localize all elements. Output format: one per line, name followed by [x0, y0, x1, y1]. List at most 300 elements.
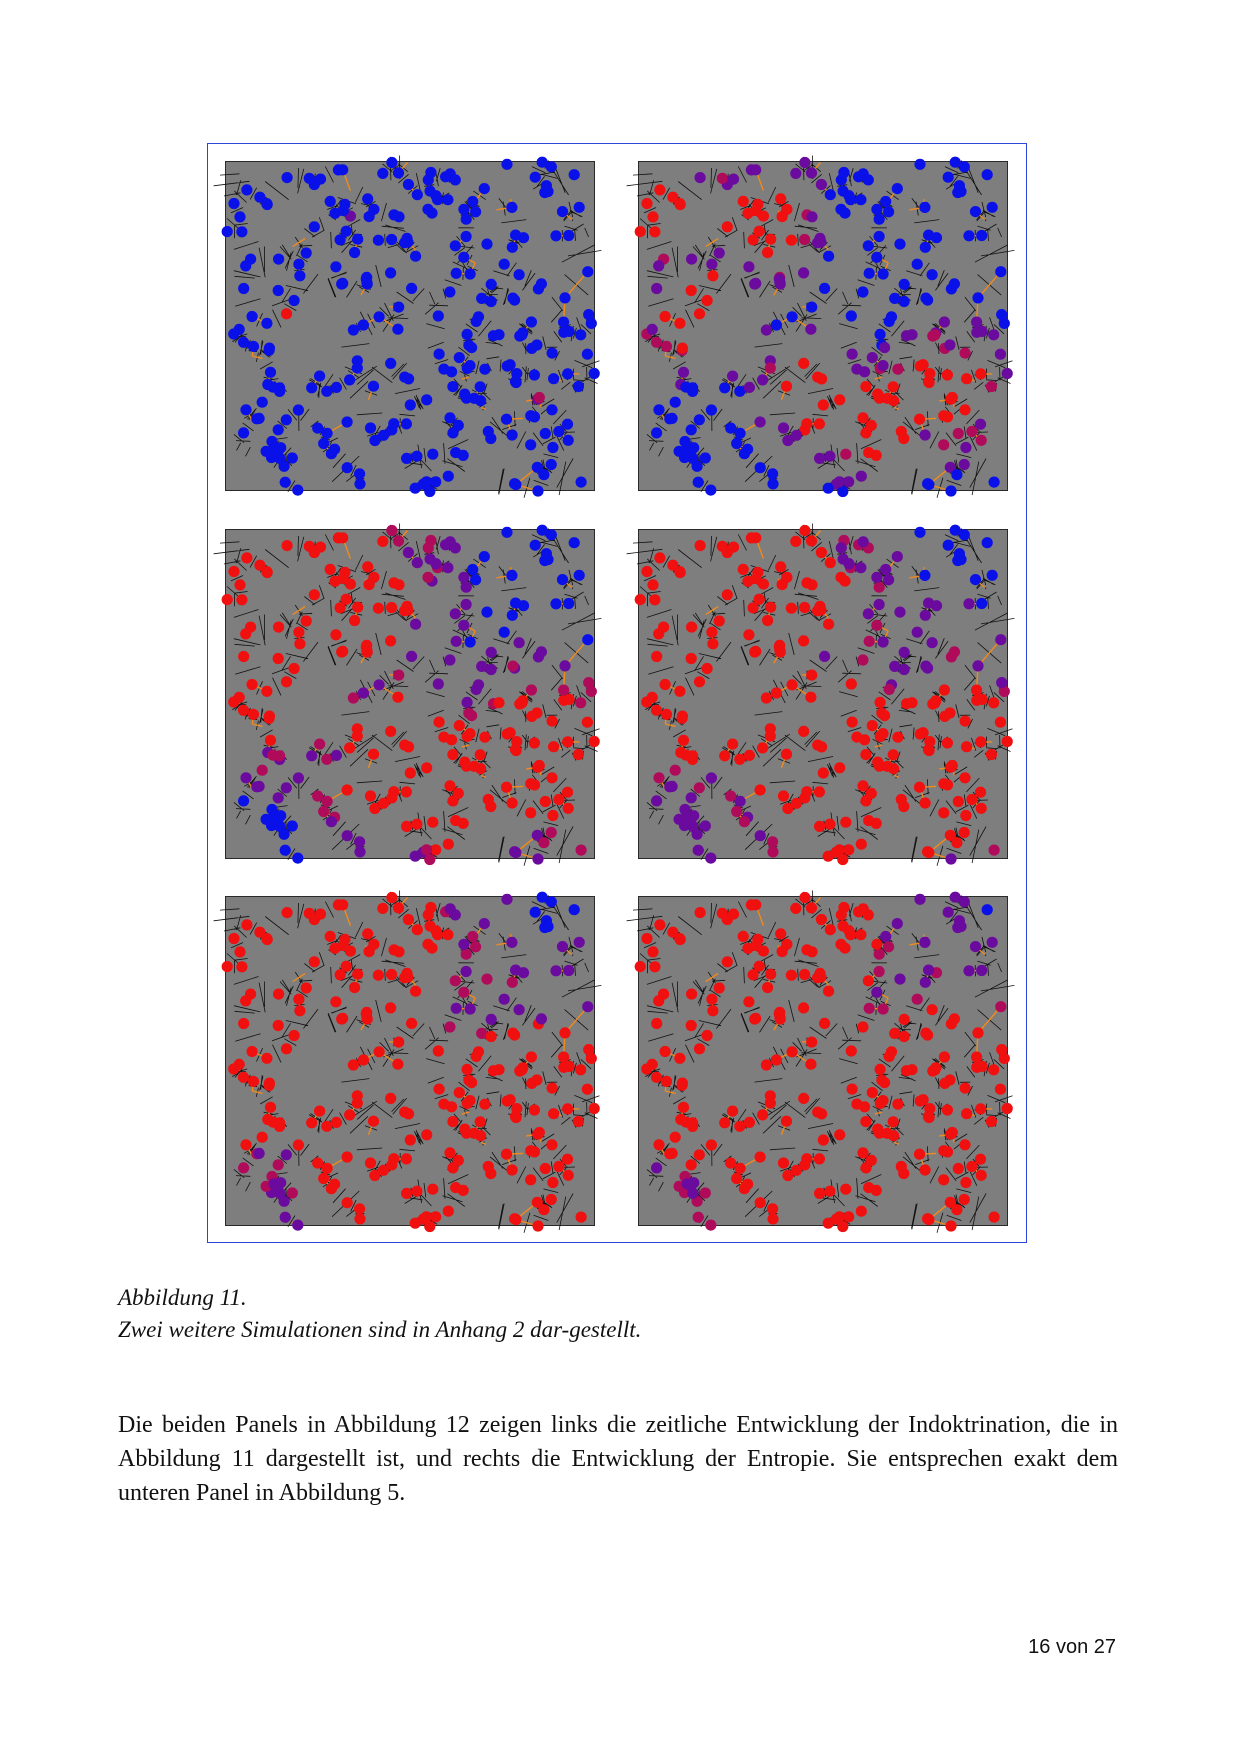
agent-dot [749, 646, 760, 657]
agent-dot [465, 636, 476, 647]
agent-dot [938, 1174, 949, 1185]
agent-dot [874, 231, 885, 242]
agent-dot [651, 651, 662, 662]
agent-dot [410, 1218, 421, 1229]
agent-dot [553, 426, 564, 437]
agent-dot [735, 428, 746, 439]
agent-dot [236, 226, 247, 237]
agent-dot [722, 221, 733, 232]
agent-dot [444, 654, 455, 665]
agent-dot [694, 1043, 705, 1054]
panel-row3-right-plot [639, 897, 1009, 1227]
agent-dot [686, 424, 697, 435]
agent-dot [529, 779, 540, 790]
agent-dot [424, 486, 435, 497]
agent-dot [923, 847, 934, 858]
agent-dot [337, 899, 348, 910]
agent-dot [714, 982, 725, 993]
agent-dot [401, 821, 412, 832]
agent-dot [450, 447, 461, 458]
agent-dot [431, 558, 442, 569]
agent-dot [883, 941, 894, 952]
agent-dot [695, 540, 706, 551]
agent-dot [884, 1051, 895, 1062]
agent-dot [661, 709, 672, 720]
agent-dot [362, 928, 373, 939]
agent-dot [393, 1037, 404, 1048]
agent-dot [562, 1154, 573, 1165]
agent-dot [686, 792, 697, 803]
agent-dot [267, 750, 278, 761]
agent-dot [378, 798, 389, 809]
agent-dot [486, 1031, 497, 1042]
agent-dot [888, 763, 899, 774]
agent-dot [318, 1173, 329, 1184]
agent-dot [475, 1130, 486, 1141]
agent-dot [412, 557, 423, 568]
agent-dot [739, 1183, 750, 1194]
agent-dot [687, 821, 698, 832]
agent-dot [238, 1018, 249, 1029]
network-links [234, 897, 592, 1226]
agent-dot [844, 558, 855, 569]
agent-dot [531, 707, 542, 718]
agent-dot [959, 1194, 970, 1205]
agent-dot [234, 579, 245, 590]
agent-dot [564, 694, 575, 705]
agent-dot [949, 278, 960, 289]
agent-dot [834, 394, 845, 405]
agent-dot [342, 830, 353, 841]
agent-dot [401, 786, 412, 797]
agent-dot [443, 839, 454, 850]
agent-dot [653, 260, 664, 271]
agent-dot [462, 329, 473, 340]
agent-dot [365, 1157, 376, 1168]
agent-dot [294, 270, 305, 281]
agent-dot [945, 485, 956, 496]
agents [222, 892, 600, 1233]
agent-dot [767, 1203, 778, 1214]
agent-dot [661, 341, 672, 352]
agent-dot [647, 946, 658, 957]
agent-dot [735, 796, 746, 807]
agent-dot [222, 594, 233, 605]
agent-dot [787, 311, 798, 322]
agent-dot [806, 302, 817, 313]
agent-dot [682, 1178, 693, 1189]
agent-dot [975, 368, 986, 379]
agent-dot [920, 797, 931, 808]
agent-dot [735, 1163, 746, 1174]
agent-dot [787, 1046, 798, 1057]
agent-dot [458, 987, 469, 998]
agent-dot [816, 179, 827, 190]
agent-dot [670, 765, 681, 776]
agent-dot [635, 594, 646, 605]
agent-dot [222, 226, 233, 237]
agent-dot [446, 366, 457, 377]
agent-dot [537, 525, 548, 536]
agent-dot [864, 636, 875, 647]
agent-dot [558, 1052, 569, 1063]
agent-dot [532, 1220, 543, 1231]
agent-dot [293, 627, 304, 638]
agent-dot [553, 1161, 564, 1172]
agent-dot [289, 1030, 300, 1041]
agent-dot [412, 924, 423, 935]
agent-dot [537, 157, 548, 168]
agent-dot [322, 428, 333, 439]
agent-dot [693, 1212, 704, 1223]
agent-dot [361, 1008, 372, 1019]
agent-dot [867, 1087, 878, 1098]
agent-dot [292, 485, 303, 496]
agent-dot [265, 367, 276, 378]
agent-dot [871, 252, 882, 263]
agent-dot [806, 902, 817, 913]
agent-dot [942, 1104, 953, 1115]
agent-dot [374, 679, 385, 690]
agent-dot [906, 329, 917, 340]
agent-dot [707, 1005, 718, 1016]
agent-dot [781, 1116, 792, 1127]
panel-row2-left [225, 529, 595, 859]
agent-dot [451, 636, 462, 647]
agent-dot [996, 309, 1007, 320]
agent-dot [349, 982, 360, 993]
agent-dot [719, 750, 730, 761]
agent-dot [878, 268, 889, 279]
agent-dot [234, 324, 245, 335]
agent-dot [240, 772, 251, 783]
agent-dot [486, 279, 497, 290]
agent-dot [641, 933, 652, 944]
agent-dot [835, 204, 846, 215]
agent-dot [542, 186, 553, 197]
agent-dot [493, 329, 504, 340]
agent-dot [483, 1161, 494, 1172]
agent-dot [920, 661, 931, 672]
agent-dot [445, 168, 456, 179]
agent-dot [466, 342, 477, 353]
agent-dot [576, 477, 587, 488]
agent-dot [507, 797, 518, 808]
agent-dot [507, 977, 518, 988]
agent-dot [653, 772, 664, 783]
agent-dot [814, 1188, 825, 1199]
agent-dot [959, 404, 970, 415]
agent-dot [306, 750, 317, 761]
agent-dot [781, 204, 792, 215]
agent-dot [510, 376, 521, 387]
agent-dot [961, 373, 972, 384]
agent-dot [388, 418, 399, 429]
agent-dot [373, 235, 384, 246]
panel-row1-right-plot [639, 162, 1009, 492]
agent-dot [837, 1221, 848, 1232]
agent-dot [682, 443, 693, 454]
agent-dot [423, 542, 434, 553]
agent-dot [972, 660, 983, 671]
agent-dot [506, 937, 517, 948]
agents [222, 157, 600, 498]
agent-dot [507, 1028, 518, 1039]
agent-dot [559, 292, 570, 303]
agent-dot [402, 605, 413, 616]
agent-dot [960, 442, 971, 453]
agent-dot [563, 598, 574, 609]
agent-dot [352, 731, 363, 742]
agent-dot [960, 1177, 971, 1188]
agent-dot [871, 204, 882, 215]
agent-dot [499, 627, 510, 638]
agent-dot [342, 784, 353, 795]
agent-dot [835, 939, 846, 950]
agent-dot [743, 996, 754, 1007]
agent-dot [976, 435, 987, 446]
agent-dot [717, 541, 728, 552]
agent-dot [725, 423, 736, 434]
agent-dot [403, 914, 414, 925]
agent-dot [778, 422, 789, 433]
agent-dot [739, 448, 750, 459]
agent-dot [791, 430, 802, 441]
agent-dot [966, 426, 977, 437]
agent-dot [532, 485, 543, 496]
agent-dot [563, 230, 574, 241]
agent-dot [871, 620, 882, 631]
agent-dot [336, 646, 347, 657]
agent-dot [575, 1064, 586, 1075]
agent-dot [874, 949, 885, 960]
agent-dot [944, 1074, 955, 1085]
agent-dot [287, 1187, 298, 1198]
agent-dot [563, 965, 574, 976]
agent-dot [955, 186, 966, 197]
agent-dot [971, 317, 982, 328]
agent-dot [693, 845, 704, 856]
agent-dot [864, 268, 875, 279]
agent-dot [336, 278, 347, 289]
agent-dot [702, 295, 713, 306]
agent-dot [312, 423, 323, 434]
agent-dot [393, 302, 404, 313]
agent-dot [312, 791, 323, 802]
agent-dot [257, 1132, 268, 1143]
agent-dot [914, 1149, 925, 1160]
agent-dot [651, 1018, 662, 1029]
agent-dot [467, 931, 478, 942]
agent-dot [879, 342, 890, 353]
agent-dot [744, 382, 755, 393]
agent-dot [942, 369, 953, 380]
agent-dot [548, 373, 559, 384]
agent-dot [342, 462, 353, 473]
agent-dot [953, 428, 964, 439]
agent-dot [273, 792, 284, 803]
agent-dot [914, 414, 925, 425]
agent-dot [825, 189, 836, 200]
figure-frame [207, 143, 1027, 1243]
agent-dot [461, 966, 472, 977]
agent-dot [1002, 736, 1013, 747]
agent-dot [920, 242, 931, 253]
agent-dot [282, 907, 293, 918]
agent-dot [686, 285, 697, 296]
agent-dot [923, 479, 934, 490]
agent-dot [945, 1220, 956, 1231]
agent-dot [975, 1154, 986, 1165]
agent-dot [892, 732, 903, 743]
agent-dot [354, 478, 365, 489]
agent-dot [321, 1121, 332, 1132]
agent-dot [675, 199, 686, 210]
agent-dot [493, 1064, 504, 1075]
agent-dot [507, 610, 518, 621]
agent-dot [855, 562, 866, 573]
agent-dot [269, 1178, 280, 1189]
agent-dot [573, 381, 584, 392]
agent-dot [717, 908, 728, 919]
agent-dot [949, 1013, 960, 1024]
agent-dot [651, 337, 662, 348]
agent-dot [653, 404, 664, 415]
agent-dot [939, 684, 950, 695]
agent-dot [306, 382, 317, 393]
agent-dot [920, 1028, 931, 1039]
agent-dot [920, 293, 931, 304]
agent-dot [929, 329, 940, 340]
agent-dot [392, 1059, 403, 1070]
agent-dot [412, 189, 423, 200]
agent-dot [331, 382, 342, 393]
agent-dot [944, 707, 955, 718]
agent-dot [450, 1182, 461, 1193]
agent-dot [894, 607, 905, 618]
agent-dot [677, 1078, 688, 1089]
agent-dot [403, 1108, 414, 1119]
agent-dot [368, 939, 379, 950]
agent-dot [582, 349, 593, 360]
agent-dot [423, 909, 434, 920]
agent-dot [976, 230, 987, 241]
agent-dot [798, 726, 809, 737]
agent-dot [461, 599, 472, 610]
agent-dot [707, 638, 718, 649]
agent-dot [857, 1147, 868, 1158]
agent-dot [510, 847, 521, 858]
agent-dot [470, 574, 481, 585]
agent-dot [254, 781, 265, 792]
agent-dot [269, 443, 280, 454]
agent-dot [583, 677, 594, 688]
agent-dot [959, 772, 970, 783]
agent-dot [234, 211, 245, 222]
agent-dot [405, 1134, 416, 1145]
agent-dot [674, 686, 685, 697]
agent-dot [368, 1116, 379, 1127]
agent-dot [761, 1059, 772, 1070]
agent-dot [722, 589, 733, 600]
agent-dot [660, 1046, 671, 1057]
agent-dot [562, 736, 573, 747]
agent-dot [914, 159, 925, 170]
agent-dot [273, 285, 284, 296]
agent-dot [462, 697, 473, 708]
agent-dot [651, 1072, 662, 1083]
agent-dot [686, 1020, 697, 1031]
agent-dot [547, 348, 558, 359]
agent-dot [385, 1093, 396, 1104]
agent-dot [322, 796, 333, 807]
agent-dot [467, 564, 478, 575]
agent-dot [344, 1109, 355, 1120]
agent-dot [292, 1220, 303, 1231]
agent-dot [349, 247, 360, 258]
agent-dot [240, 1139, 251, 1150]
agent-dot [236, 594, 247, 605]
agent-dot [247, 679, 258, 690]
agent-dot [647, 1059, 658, 1070]
agent-dot [546, 1194, 557, 1205]
agent-dot [966, 1161, 977, 1172]
agent-dot [352, 363, 363, 374]
agent-dot [421, 1129, 432, 1140]
agent-dot [501, 159, 512, 170]
agent-dot [857, 1021, 868, 1032]
agent-dot [273, 989, 284, 1000]
agent-dot [744, 1117, 755, 1128]
agent-dot [834, 1211, 845, 1222]
agent-dot [427, 817, 438, 828]
agent-dot [971, 685, 982, 696]
agent-dot [352, 1098, 363, 1109]
agent-dot [563, 435, 574, 446]
agent-dot [354, 836, 365, 847]
agent-dot [906, 1064, 917, 1075]
agent-dot [530, 540, 541, 551]
agent-dot [433, 1045, 444, 1056]
agent-dot [274, 453, 285, 464]
network-links [647, 897, 1005, 1226]
agent-dot [799, 525, 810, 536]
agent-dot [546, 459, 557, 470]
agent-dot [529, 369, 540, 380]
agent-dot [466, 710, 477, 721]
agent-dot [977, 326, 988, 337]
agent-dot [707, 270, 718, 281]
agent-dot [337, 532, 348, 543]
agent-dot [411, 1186, 422, 1197]
agent-dot [798, 1093, 809, 1104]
agent-dot [739, 816, 750, 827]
agent-dot [705, 853, 716, 864]
agent-dot [927, 269, 938, 280]
agent-dot [368, 572, 379, 583]
agent-dot [798, 635, 809, 646]
agent-dot [694, 308, 705, 319]
agent-dot [866, 420, 877, 431]
agent-dot [738, 196, 749, 207]
agent-dot [335, 969, 346, 980]
panel-row2-left-plot [226, 530, 596, 860]
agent-dot [442, 562, 453, 573]
agent-dot [228, 566, 239, 577]
agent-dot [393, 902, 404, 913]
agent-dot [505, 359, 516, 370]
agent-dot [989, 845, 1000, 856]
